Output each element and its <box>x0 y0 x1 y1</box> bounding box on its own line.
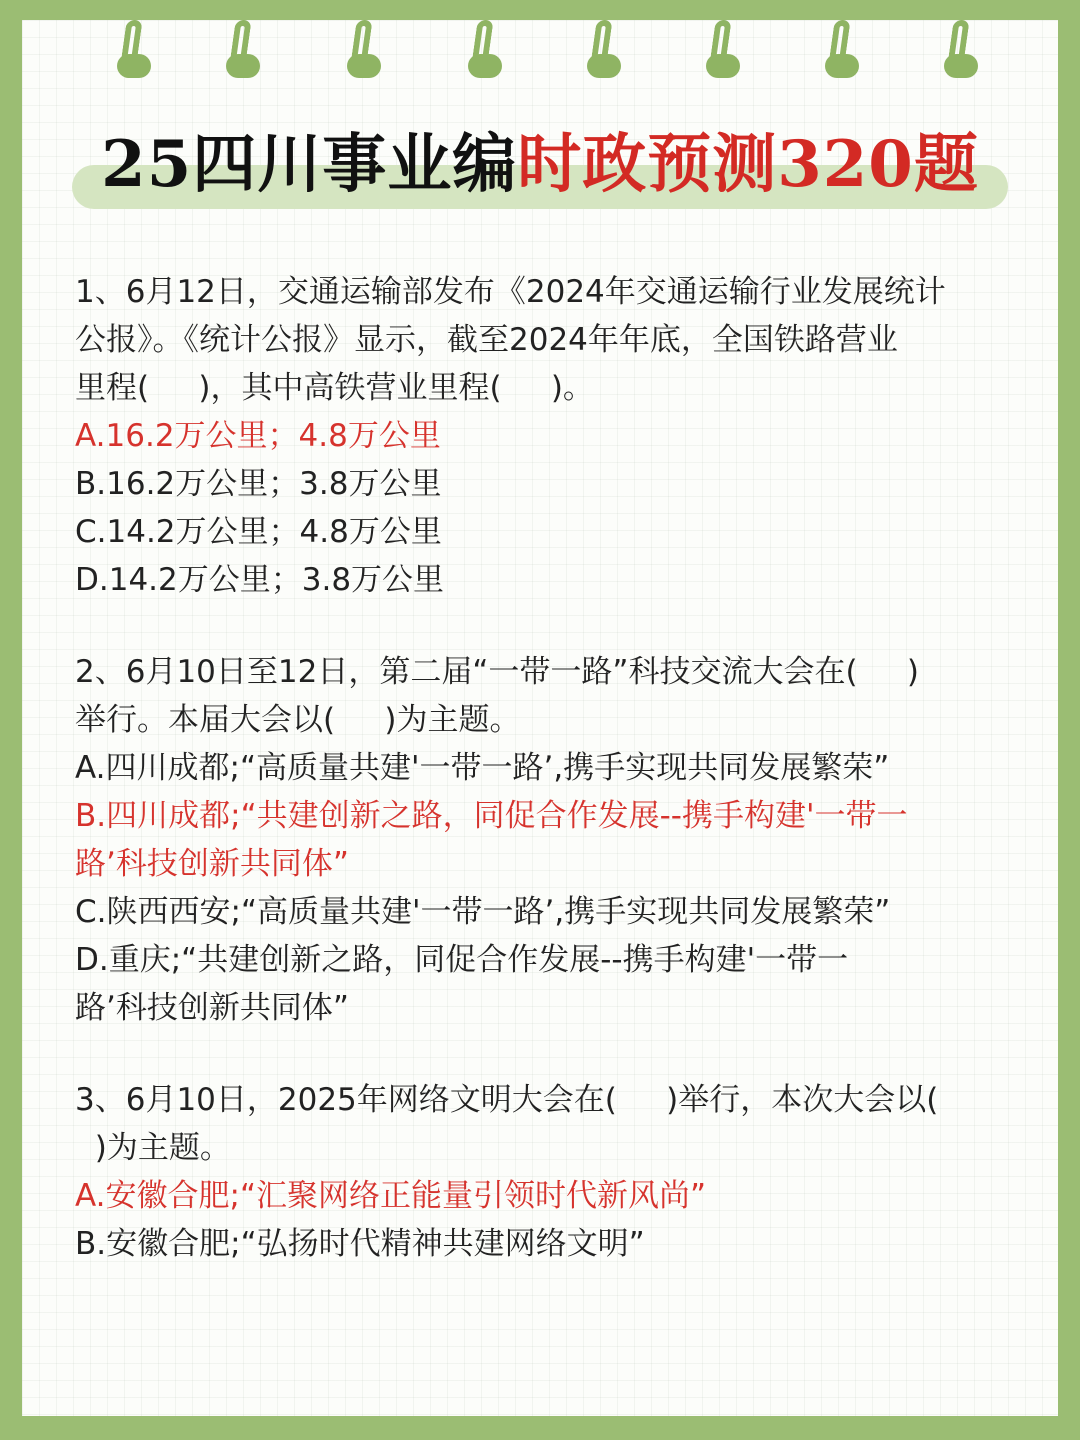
question-stem-line: )为主题。 <box>75 1130 231 1166</box>
binder-ring-icon <box>345 20 383 82</box>
answer-option-correct: 路’科技创新共同体” <box>75 846 349 882</box>
answer-option: A.四川成都;“高质量共建'一带一路’,携手实现共同发展繁荣” <box>75 750 890 786</box>
question-stem-line: 举行。本届大会以( )为主题。 <box>75 702 521 738</box>
question-stem-line: 2、6月10日至12日，第二届“一带一路”科技交流大会在( ) <box>75 654 919 690</box>
answer-option: B.16.2万公里；3.8万公里 <box>75 466 442 502</box>
answer-option-correct: B.四川成都;“共建创新之路，同促合作发展--携手构建'一带一 <box>75 798 908 834</box>
answer-option: D.重庆;“共建创新之路，同促合作发展--携手构建'一带一 <box>75 942 849 978</box>
binder-ring-icon <box>115 20 153 82</box>
title-black-part: 25四川事业编 <box>101 127 518 202</box>
question-block <box>75 648 1010 1032</box>
question-stem-line: 里程( )，其中高铁营业里程( )。 <box>75 370 594 406</box>
question-block <box>75 268 1010 604</box>
answer-option-correct: A.16.2万公里；4.8万公里 <box>75 418 441 454</box>
question-block <box>75 1076 1010 1268</box>
question-list <box>75 268 1010 1312</box>
answer-option-correct: A.安徽合肥;“汇聚网络正能量引领时代新风尚” <box>75 1178 707 1214</box>
question-stem-line: 3、6月10日，2025年网络文明大会在( )举行，本次大会以( <box>75 1082 939 1118</box>
binder-ring-icon <box>585 20 623 82</box>
binder-ring-icon <box>466 20 504 82</box>
binder-ring-icon <box>823 20 861 82</box>
binder-ring-icon <box>224 20 262 82</box>
page-title <box>0 120 1080 210</box>
answer-option: D.14.2万公里；3.8万公里 <box>75 562 445 598</box>
answer-option: C.14.2万公里；4.8万公里 <box>75 514 442 550</box>
title-red-part: 时政预测320题 <box>517 127 979 202</box>
answer-option: 路’科技创新共同体” <box>75 990 349 1026</box>
answer-option: C.陕西西安;“高质量共建'一带一路’,携手实现共同发展繁荣” <box>75 894 891 930</box>
binder-ring-icon <box>704 20 742 82</box>
question-stem-line: 1、6月12日，交通运输部发布《2024年交通运输行业发展统计 <box>75 274 946 310</box>
binder-ring-icon <box>942 20 980 82</box>
question-stem-line: 公报》。《统计公报》显示，截至2024年年底，全国铁路营业 <box>75 322 898 358</box>
answer-option: B.安徽合肥;“弘扬时代精神共建网络文明” <box>75 1226 645 1262</box>
